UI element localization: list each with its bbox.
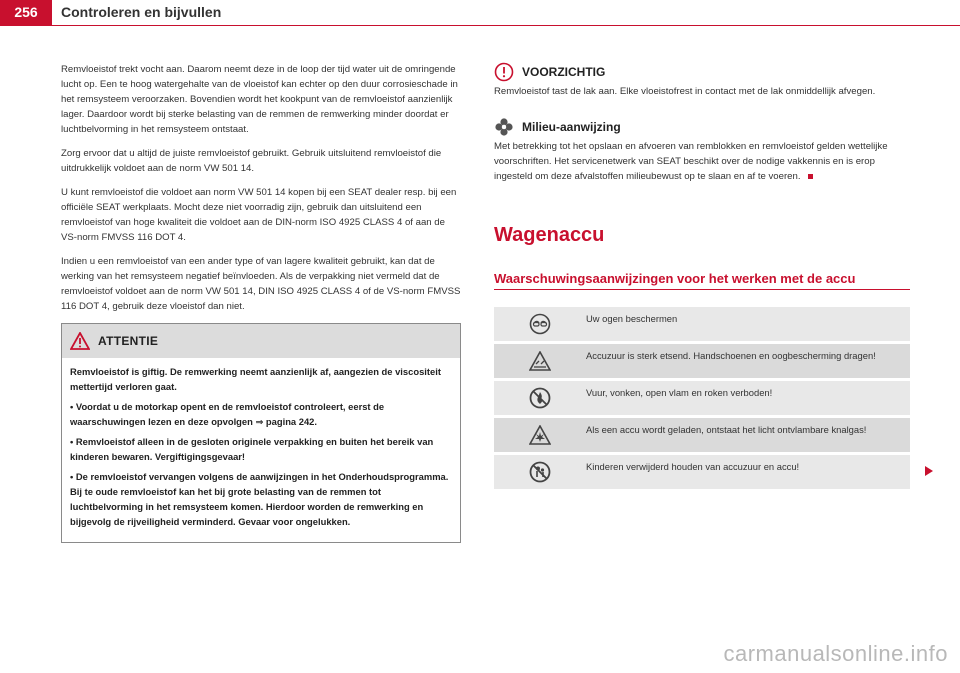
right-column (494, 62, 910, 492)
environment-text (494, 139, 910, 184)
body-paragraph: Indien u een remvloeistof van een ander type of van lagere kwaliteit gebruikt, kan dat de werking van het remsysteem negatief beïnvloeden. Als de verpakking niet vermeld dat de remvloeistof voldoet aan de norm VW 501 14, DIN ISO 4925 CLASS 4 of de VS-norm FMVSS 116 DOT 4, gebruik deze vloeistof dan niet. (61, 256, 461, 312)
environment-flower-icon (494, 117, 514, 137)
caution-note (494, 62, 910, 99)
attention-item: • Voordat u de motorkap opent en de remvloeistof controleert, eerst de waarschuwingen lezen en deze opvolgen ⇒ pagina 242. (70, 401, 385, 427)
warning-icon-cell (494, 344, 586, 378)
watermark: carmanualsonline.info (723, 641, 948, 666)
subsection-rule (494, 289, 910, 290)
warning-text: Kinderen verwijderd houden van accuzuur en accu! (586, 461, 800, 472)
continue-arrow-icon (924, 465, 934, 477)
no-children-icon (529, 461, 551, 483)
attention-header (62, 324, 460, 358)
caution-title: VOORZICHTIG (522, 65, 606, 79)
warning-row (494, 381, 910, 415)
warning-icon-cell (494, 381, 586, 415)
attention-item: • Remvloeistof alleen in de gesloten originele verpakking en buiten het bereik van kinderen bewaren. Vergiftigingsgevaar! (70, 436, 434, 462)
page-number: 256 (0, 0, 52, 25)
section-title: Wagenaccu (494, 224, 605, 246)
attention-item: • De remvloeistof vervangen volgens de aanwijzingen in het Onderhoudsprogramma. Bij te oude remvloeistof kan het bij grote belasting van de remmen tot luchtbelvorming in het remsysteem komen. Hierdoor worden de remwerking en bijgevolg de rijveiligheid verminderd. Gevaar voor ongelukken. (70, 471, 449, 527)
caution-icon (494, 62, 514, 82)
warning-text: Vuur, vonken, open vlam en roken verboden! (586, 387, 773, 398)
warning-triangle-icon (70, 332, 90, 350)
environment-header (494, 117, 910, 137)
caution-header (494, 62, 910, 82)
warning-icon-cell (494, 418, 586, 452)
body-paragraph: U kunt remvloeistof die voldoet aan norm VW 501 14 kopen bij een SEAT dealer resp. bij een officiële SEAT werkplaats. Mocht deze niet voorradig zijn, gebruik dan uitsluitend een remvloeistof van hoge kwaliteit die voldoet aan de DIN-norm ISO 4925 CLASS 4 of aan de VS-norm FMVSS 116 DOT 4. (61, 187, 457, 243)
environment-text-content: Met betrekking tot het opslaan en afvoeren van remblokken en remvloeistof gelden wettelijke voorschriften. Het servicenetwerk van SEAT beschikt over de nodige vakkennis en is erop ingesteld om deze afvalstoffen milieubewust op te slaan en af te voeren. (494, 141, 888, 182)
body-paragraph: Remvloeistof trekt vocht aan. Daarom neemt deze in de loop der tijd water uit de omringende lucht op. Een te hoog watergehalte van de vloeistof kan echter op den duur corrosieschade in het remsysteem veroorzaken. Bovendien wordt het kookpunt van de remvloeistof aanzienlijk lager. Daardoor wordt bij sterke belasting van de remmen de remwerking minder doordat er luchtbelvorming in het remsysteem ontstaat. (61, 64, 458, 135)
warning-row (494, 455, 910, 489)
subsection-title: Waarschuwingsaanwijzingen voor het werken met de accu (494, 271, 856, 286)
attention-body (62, 358, 460, 542)
warning-text: Uw ogen beschermen (586, 313, 678, 324)
header-rule (0, 25, 960, 26)
warning-icon-cell (494, 307, 586, 341)
caution-text: Remvloeistof tast de lak aan. Elke vloeistofrest in contact met de lak onmiddellijk afvegen. (494, 86, 876, 97)
warning-text: Accuzuur is sterk etsend. Handschoenen en oogbescherming dragen! (586, 350, 876, 361)
warning-row (494, 307, 910, 341)
warning-icon-cell (494, 455, 586, 489)
left-column (61, 62, 461, 543)
body-paragraph: Zorg ervoor dat u altijd de juiste remvloeistof gebruikt. Gebruik uitsluitend remvloeistof die uitdrukkelijk voldoet aan de norm VW 501 14. (61, 148, 442, 174)
attention-title: ATTENTIE (98, 334, 159, 348)
corrosive-icon (529, 351, 551, 371)
warning-row (494, 418, 910, 452)
chapter-title: Controleren en bijvullen (61, 4, 222, 20)
end-of-section-marker (808, 174, 813, 179)
environment-title: Milieu-aanwijzing (522, 120, 621, 134)
no-fire-icon (529, 387, 551, 409)
explosive-icon (529, 425, 551, 445)
warning-row (494, 344, 910, 378)
eye-protection-icon (529, 313, 551, 335)
attention-item: Remvloeistof is giftig. De remwerking neemt aanzienlijk af, aangezien de viscositeit mettertijd verloren gaat. (70, 366, 441, 392)
warning-table (494, 307, 910, 489)
warning-text: Als een accu wordt geladen, ontstaat het licht ontvlambare knalgas! (586, 424, 867, 435)
environment-note (494, 117, 910, 184)
attention-box (61, 323, 461, 543)
